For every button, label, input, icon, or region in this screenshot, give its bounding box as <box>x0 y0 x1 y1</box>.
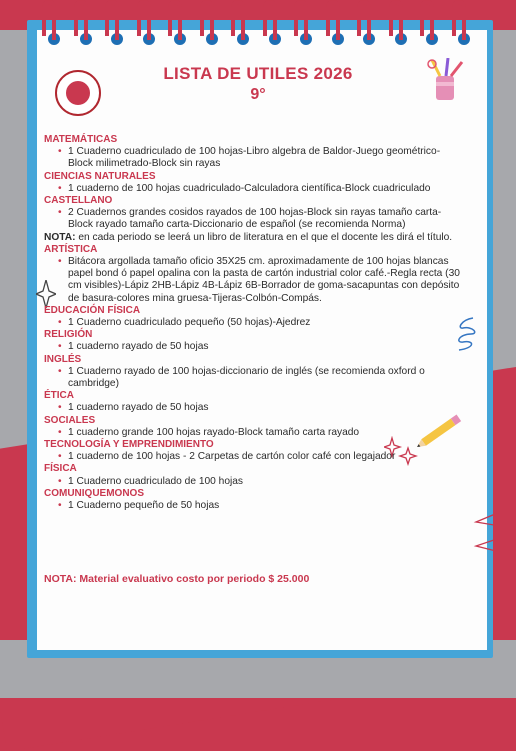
spiral-ring <box>263 0 285 46</box>
spiral-ring <box>357 0 379 46</box>
list-item: • 1 Cuaderno pequeño de 50 hojas <box>44 500 464 512</box>
list-item: • 1 Cuaderno cuadriculado pequeño (50 hojas)-Ajedrez <box>44 317 464 329</box>
section-matematicas <box>44 134 464 171</box>
list-item: • 1 Cuaderno cuadriculado de 100 hojas-Libro algebra de Baldor-Juego geométrico-Block milimetrado-Block sin rayas <box>44 146 464 170</box>
spiral-ring <box>137 0 159 46</box>
spiral-ring <box>452 0 474 46</box>
lines-icon <box>470 510 500 556</box>
section-ingles <box>44 354 464 391</box>
spiral-ring <box>326 0 348 46</box>
list-item: • Bitácora argollada tamaño oficio 35X25 cm. aproximadamente de 100 hojas blancas papel bond ó papel opalina con la pasta de cartón industrial color café.-Regla recta (30 cm visibles)-Lápiz 2HB-Lápiz 4B-Lápiz 6B-Borrador de goma-sacapuntas con depósito de basura-colores mina gruesa-Tijeras-Colbón-Compás. <box>44 256 464 305</box>
section-title: TECNOLOGÍA Y EMPRENDIMIENTO <box>44 439 214 451</box>
list-item: • 1 cuaderno rayado de 50 hojas <box>44 341 464 353</box>
spiral-ring <box>42 0 64 46</box>
spiral-ring <box>105 0 127 46</box>
list-item: • 1 cuaderno de 100 hojas - 2 Carpetas de cartón color café con legajador <box>44 451 464 463</box>
section-title: FÍSICA <box>44 463 77 475</box>
list-item: • 1 cuaderno grande 100 hojas rayado-Block tamaño carta rayado <box>44 427 464 439</box>
section-title: CIENCIAS NATURALES <box>44 170 156 182</box>
section-comuniquemonos <box>44 488 464 512</box>
section-title: ARTÍSTICA <box>44 243 98 255</box>
cost-note: NOTA: Material evaluativo costo por periodo $ 25.000 <box>44 573 310 585</box>
list-item: • 1 cuaderno de 100 hojas cuadriculado-Calculadora científica-Block cuadriculado <box>44 183 464 195</box>
section-title: SOCIALES <box>44 414 96 426</box>
section-ciencias-naturales <box>44 171 464 195</box>
list-item: • 2 Cuadernos grandes cosidos rayados de 100 hojas-Block sin rayas tamaño carta-Block rayado tamaño carta-Diccionario de español (se recomienda Norma) <box>44 207 464 231</box>
spiral-ring <box>168 0 190 46</box>
section-fisica <box>44 463 464 487</box>
list-item: • 1 cuaderno rayado de 50 hojas <box>44 402 464 414</box>
grade-label: 9° <box>250 86 266 103</box>
literature-note <box>44 232 464 244</box>
supply-list <box>44 134 464 512</box>
section-title: COMUNIQUEMONOS <box>44 487 144 499</box>
note-label: NOTA: <box>44 231 76 243</box>
spiral-ring <box>74 0 96 46</box>
spiral-ring <box>389 0 411 46</box>
section-etica <box>44 390 464 414</box>
section-title: ÉTICA <box>44 390 74 402</box>
section-sociales <box>44 415 464 439</box>
spiral-ring <box>200 0 222 46</box>
section-title: CASTELLANO <box>44 195 113 207</box>
section-title: INGLÉS <box>44 353 82 365</box>
page-title: LISTA DE UTILES 2026 <box>163 64 353 83</box>
note-text: en cada periodo se leerá un libro de literatura en el que el docente les dirá el título. <box>75 231 453 243</box>
spiral-ring <box>231 0 253 46</box>
list-item: • 1 Cuaderno cuadriculado de 100 hojas <box>44 476 464 488</box>
section-religion <box>44 329 464 353</box>
section-tecnologia <box>44 439 464 463</box>
section-educacion-fisica <box>44 305 464 329</box>
section-title: RELIGIÓN <box>44 329 93 341</box>
spiral-ring <box>420 0 442 46</box>
list-item: • 1 Cuaderno rayado de 100 hojas-diccionario de inglés (se recomienda oxford o cambridge) <box>44 366 464 390</box>
section-title: EDUCACIÓN FÍSICA <box>44 304 141 316</box>
section-castellano <box>44 195 464 232</box>
spiral-ring <box>294 0 316 46</box>
pencil-cup-icon <box>424 58 468 104</box>
section-artistica <box>44 244 464 305</box>
section-title: MATEMÁTICAS <box>44 134 118 145</box>
